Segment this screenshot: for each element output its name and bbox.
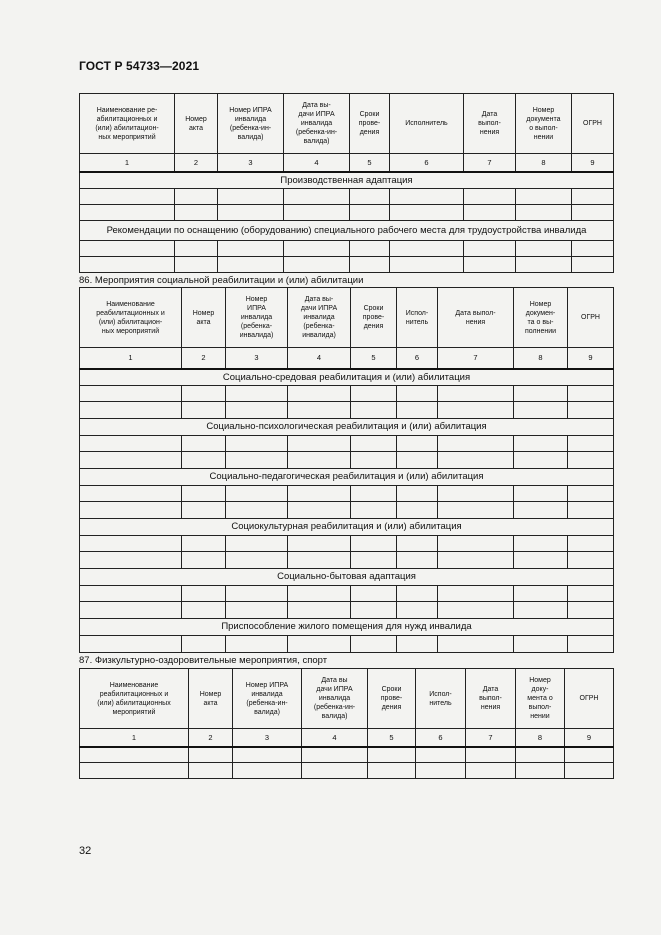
- col-header-executor: Исполнитель: [390, 94, 464, 154]
- col-number: 5: [350, 154, 390, 172]
- col-header-act-number: Номер акта: [182, 288, 226, 348]
- table-row: [80, 536, 614, 552]
- table-row: [80, 552, 614, 569]
- table-header-row: [80, 94, 614, 154]
- page-number: 32: [79, 845, 92, 857]
- column-numbers-row: [80, 348, 614, 369]
- table-row: [80, 486, 614, 502]
- group-row: [80, 519, 614, 536]
- col-number: 1: [80, 348, 182, 369]
- col-number: 7: [464, 154, 516, 172]
- col-header-measures: Наименование реабилитационных и (или) абилитационных мероприятий: [80, 669, 189, 729]
- group-title-sociocultural: Социокультурная реабилитация и (или) абилитация: [80, 519, 614, 536]
- table-row: [80, 436, 614, 452]
- col-header-terms: Сроки прове- дения: [350, 94, 390, 154]
- table-row: [80, 586, 614, 602]
- col-header-ipra-date: Дата вы- дачи ИПРА инвалида (ребенка-ин- валида): [284, 94, 350, 154]
- col-header-terms: Сроки прове- дения: [351, 288, 397, 348]
- col-header-act-number: Номер акта: [189, 669, 233, 729]
- group-row: [80, 221, 614, 241]
- col-header-document-number: Номер документа о выпол- нении: [516, 94, 572, 154]
- col-header-terms: Сроки прове- дения: [368, 669, 416, 729]
- col-number: 5: [368, 729, 416, 747]
- col-header-document-number: Номер доку- мента о выпол- нении: [516, 669, 565, 729]
- col-number: 3: [233, 729, 302, 747]
- table-row: [80, 452, 614, 469]
- group-row: [80, 469, 614, 486]
- col-number: 9: [572, 154, 614, 172]
- col-number: 9: [568, 348, 614, 369]
- col-header-completion-date: Дата выпол- нения: [464, 94, 516, 154]
- col-header-document-number: Номер докумен- та о вы- полнении: [514, 288, 568, 348]
- group-row: [80, 419, 614, 436]
- col-header-ogrn: ОГРН: [565, 669, 614, 729]
- col-number: 7: [466, 729, 516, 747]
- table-social-rehabilitation: [79, 287, 614, 653]
- col-number: 1: [80, 729, 189, 747]
- column-numbers-row: [80, 729, 614, 747]
- group-title-social-psychological: Социально-психологическая реабилитация и (или) абилитация: [80, 419, 614, 436]
- group-row: [80, 172, 614, 189]
- table-production-adaptation: [79, 93, 614, 273]
- col-number: 4: [288, 348, 351, 369]
- col-number: 4: [284, 154, 350, 172]
- group-title-social-household: Социально-бытовая адаптация: [80, 569, 614, 586]
- col-header-completion-date: Дата выпол- нения: [438, 288, 514, 348]
- table-row: [80, 502, 614, 519]
- col-number: 8: [516, 729, 565, 747]
- col-number: 3: [218, 154, 284, 172]
- col-header-ipra-date: Дата вы дачи ИПРА инвалида (ребенка-ин- валида): [302, 669, 368, 729]
- group-title-social-pedagogical: Социально-педагогическая реабилитация и (или) абилитация: [80, 469, 614, 486]
- table-header-row: [80, 288, 614, 348]
- col-header-ogrn: ОГРН: [572, 94, 614, 154]
- table-row: [80, 402, 614, 419]
- col-number: 8: [514, 348, 568, 369]
- col-header-completion-date: Дата выпол- нения: [466, 669, 516, 729]
- col-number: 2: [189, 729, 233, 747]
- table-row: [80, 763, 614, 779]
- col-header-executor: Испол- нитель: [397, 288, 438, 348]
- col-number: 5: [351, 348, 397, 369]
- group-title-housing-adaptation: Приспособление жилого помещения для нужд инвалида: [80, 619, 614, 636]
- col-number: 3: [226, 348, 288, 369]
- table-row: [80, 747, 614, 763]
- col-number: 1: [80, 154, 175, 172]
- col-number: 6: [397, 348, 438, 369]
- col-number: 6: [416, 729, 466, 747]
- section-87-title: 87. Физкультурно-оздоровительные мероприятия, спорт: [79, 655, 328, 666]
- col-header-ogrn: ОГРН: [568, 288, 614, 348]
- table-row: [80, 386, 614, 402]
- col-header-ipra-number: Номер ИПРА инвалида (ребенка-ин- валида): [218, 94, 284, 154]
- group-title-workplace-equipment: Рекомендации по оснащению (оборудованию) специального рабочего места для трудоустройства инвалида: [80, 221, 614, 241]
- col-header-measures: Наименование реабилитационных и (или) абилитацион- ных мероприятий: [80, 288, 182, 348]
- table-row: [80, 189, 614, 205]
- group-row: [80, 369, 614, 386]
- table-row: [80, 241, 614, 257]
- page-header: ГОСТ Р 54733—2021: [79, 59, 200, 73]
- col-number: 6: [390, 154, 464, 172]
- table-row: [80, 602, 614, 619]
- column-numbers-row: [80, 154, 614, 172]
- col-number: 8: [516, 154, 572, 172]
- col-header-ipra-number: Номер ИПРА инвалида (ребенка- инвалида): [226, 288, 288, 348]
- col-header-ipra-number: Номер ИПРА инвалида (ребенка-ин- валида): [233, 669, 302, 729]
- col-number: 9: [565, 729, 614, 747]
- col-header-measures: Наименование ре- абилитационных и (или) абилитацион- ных мероприятий: [80, 94, 175, 154]
- col-number: 2: [182, 348, 226, 369]
- col-number: 2: [175, 154, 218, 172]
- col-header-act-number: Номер акта: [175, 94, 218, 154]
- col-number: 7: [438, 348, 514, 369]
- table-row: [80, 257, 614, 273]
- col-header-ipra-date: Дата вы- дачи ИПРА инвалида (ребенка- инвалида): [288, 288, 351, 348]
- col-number: 4: [302, 729, 368, 747]
- group-title-social-environment: Социально-средовая реабилитация и (или) абилитация: [80, 369, 614, 386]
- table-row: [80, 205, 614, 221]
- table-row: [80, 636, 614, 653]
- group-title-production-adaptation: Производственная адаптация: [80, 172, 614, 189]
- group-row: [80, 569, 614, 586]
- col-header-executor: Испол- нитель: [416, 669, 466, 729]
- section-86-title: 86. Мероприятия социальной реабилитации и (или) абилитации: [79, 275, 364, 286]
- group-row: [80, 619, 614, 636]
- table-sports-activities: [79, 668, 614, 779]
- table-header-row: [80, 669, 614, 729]
